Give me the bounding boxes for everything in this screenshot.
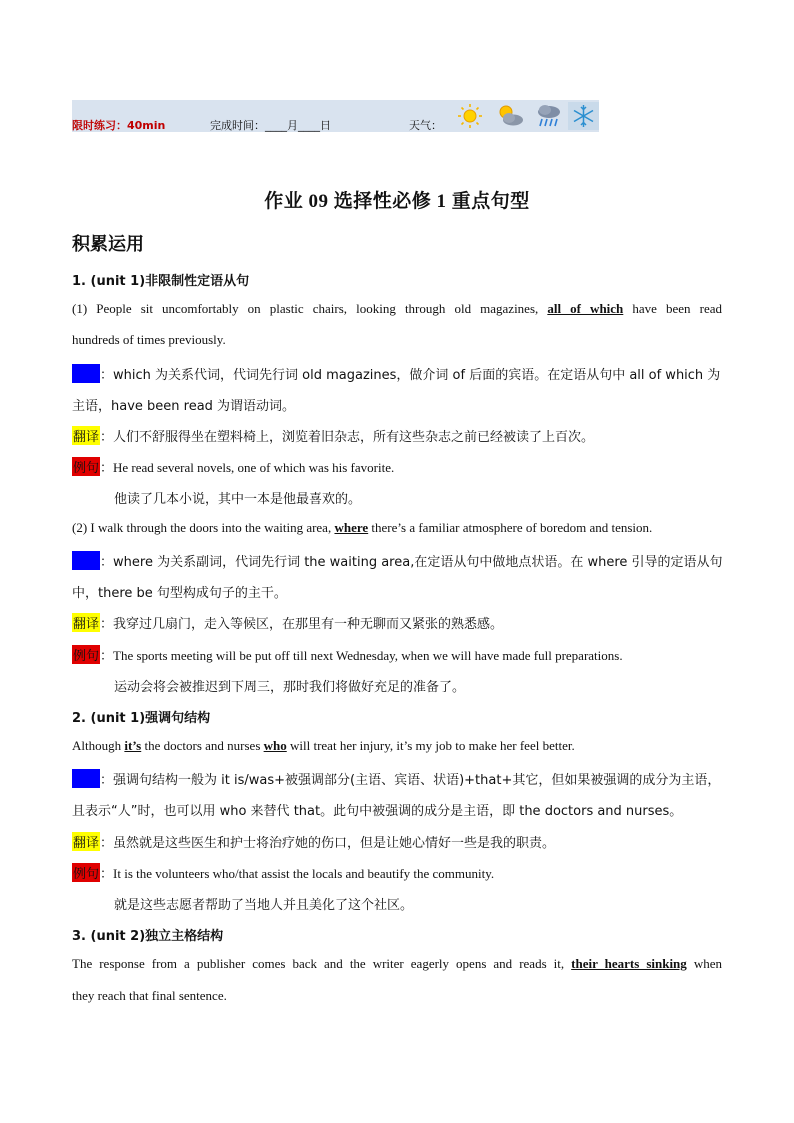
sentence-4-line-1: The response from a publisher comes back and the writer eagerly opens and reads it, their hearts sinking when <box>72 956 722 971</box>
example-1-translation: 他读了几本小说，其中一本是他最喜欢的。 <box>114 492 362 507</box>
translation-tag: 翻译 <box>72 832 100 851</box>
sentence-1-keyword: all of which <box>547 301 624 316</box>
sentence-1-line-1: (1) People sit uncomfortably on plastic chairs, looking through old magazines, all of which have been read <box>72 301 722 316</box>
completion-time-label: 完成时间：____月____日 <box>210 119 331 132</box>
section-heading: 积累运用 <box>72 234 144 255</box>
analysis-3-line-2: 且表示“人”时，也可以用 who 来替代 that。此句中被强调的成分是主语，即 the doctors and nurses。 <box>72 804 683 819</box>
example-3: 例句：It is the volunteers who/that assist the locals and beautify the community. <box>72 863 494 882</box>
analysis-2-line-1: 解析：where 为关系副词，代词先行词 the waiting area,在定语从句中做地点状语。在 where 引导的定语从句 <box>72 551 723 570</box>
example-tag: 例句 <box>72 645 100 664</box>
translation-2: 翻译：我穿过几扇门，走入等候区，在那里有一种无聊而又紧张的熟悉感。 <box>72 613 503 632</box>
sentence-4-keyword: their hearts sinking <box>571 956 687 971</box>
analysis-tag: 解析 <box>72 551 100 570</box>
sentence-1-line-2: hundreds of times previously. <box>72 332 226 347</box>
analysis-1-line-1: 解析：which 为关系代词，代词先行词 old magazines，做介词 of 后面的宾语。在定语从句中 all of which 为 <box>72 364 720 383</box>
sentence-2-keyword: where <box>334 520 369 535</box>
sentence-2: (2) I walk through the doors into the waiting area, where there’s a familiar atmosphere of boredom and tension. <box>72 520 653 535</box>
translation-1: 翻译：人们不舒服得坐在塑料椅上，浏览着旧杂志，所有这些杂志之前已经被读了上百次。 <box>72 426 594 445</box>
example-tag: 例句 <box>72 457 100 476</box>
example-3-translation: 就是这些志愿者帮助了当地人并且美化了这个社区。 <box>114 898 414 913</box>
item-heading-3: 3. (unit 2)独立主格结构 <box>72 929 224 944</box>
example-tag: 例句 <box>72 863 100 882</box>
sentence-4-line-2: they reach that final sentence. <box>72 988 227 1003</box>
header-bar <box>72 100 599 132</box>
analysis-2-line-2: 中，there be 句型构成句子的主干。 <box>72 586 287 601</box>
rain-icon <box>533 102 565 130</box>
example-2-translation: 运动会将会被推迟到下周三，那时我们将做好充足的准备了。 <box>114 680 466 695</box>
time-limit-value: 40min <box>127 119 166 132</box>
translation-3: 翻译：虽然就是这些医生和护士将治疗她的伤口，但是让她心情好一些是我的职责。 <box>72 832 555 851</box>
sentence-3-keyword-2: who <box>263 738 287 753</box>
weather-label: 天气： <box>409 119 442 132</box>
item-heading-1: 1. (unit 1)非限制性定语从句 <box>72 274 250 289</box>
page-title: 作业 09 选择性必修 1 重点句型 <box>264 191 530 212</box>
analysis-1-line-2: 主语，have been read 为谓语动词。 <box>72 399 296 414</box>
analysis-tag: 解析 <box>72 364 100 383</box>
translation-tag: 翻译 <box>72 613 100 632</box>
sentence-3-keyword-1: it’s <box>124 738 142 753</box>
time-limit <box>72 117 165 133</box>
sun-icon <box>454 102 486 130</box>
item-heading-2: 2. (unit 1)强调句结构 <box>72 711 211 726</box>
snowflake-icon <box>568 102 599 130</box>
example-1: 例句：He read several novels, one of which was his favorite. <box>72 457 394 476</box>
time-limit-label: 限时练习： <box>72 119 127 132</box>
translation-tag: 翻译 <box>72 426 100 445</box>
analysis-tag: 解析 <box>72 769 100 788</box>
sentence-3: Although it’s the doctors and nurses who will treat her injury, it’s my job to make her feel better. <box>72 738 575 753</box>
partly-cloudy-icon <box>494 102 526 130</box>
analysis-3-line-1: 解析：强调句结构一般为 it is/was+被强调部分(主语、宾语、状语)+that+其它，但如果被强调的成分为主语， <box>72 769 720 788</box>
example-2: 例句：The sports meeting will be put off till next Wednesday, when we will have made full preparations. <box>72 645 623 664</box>
